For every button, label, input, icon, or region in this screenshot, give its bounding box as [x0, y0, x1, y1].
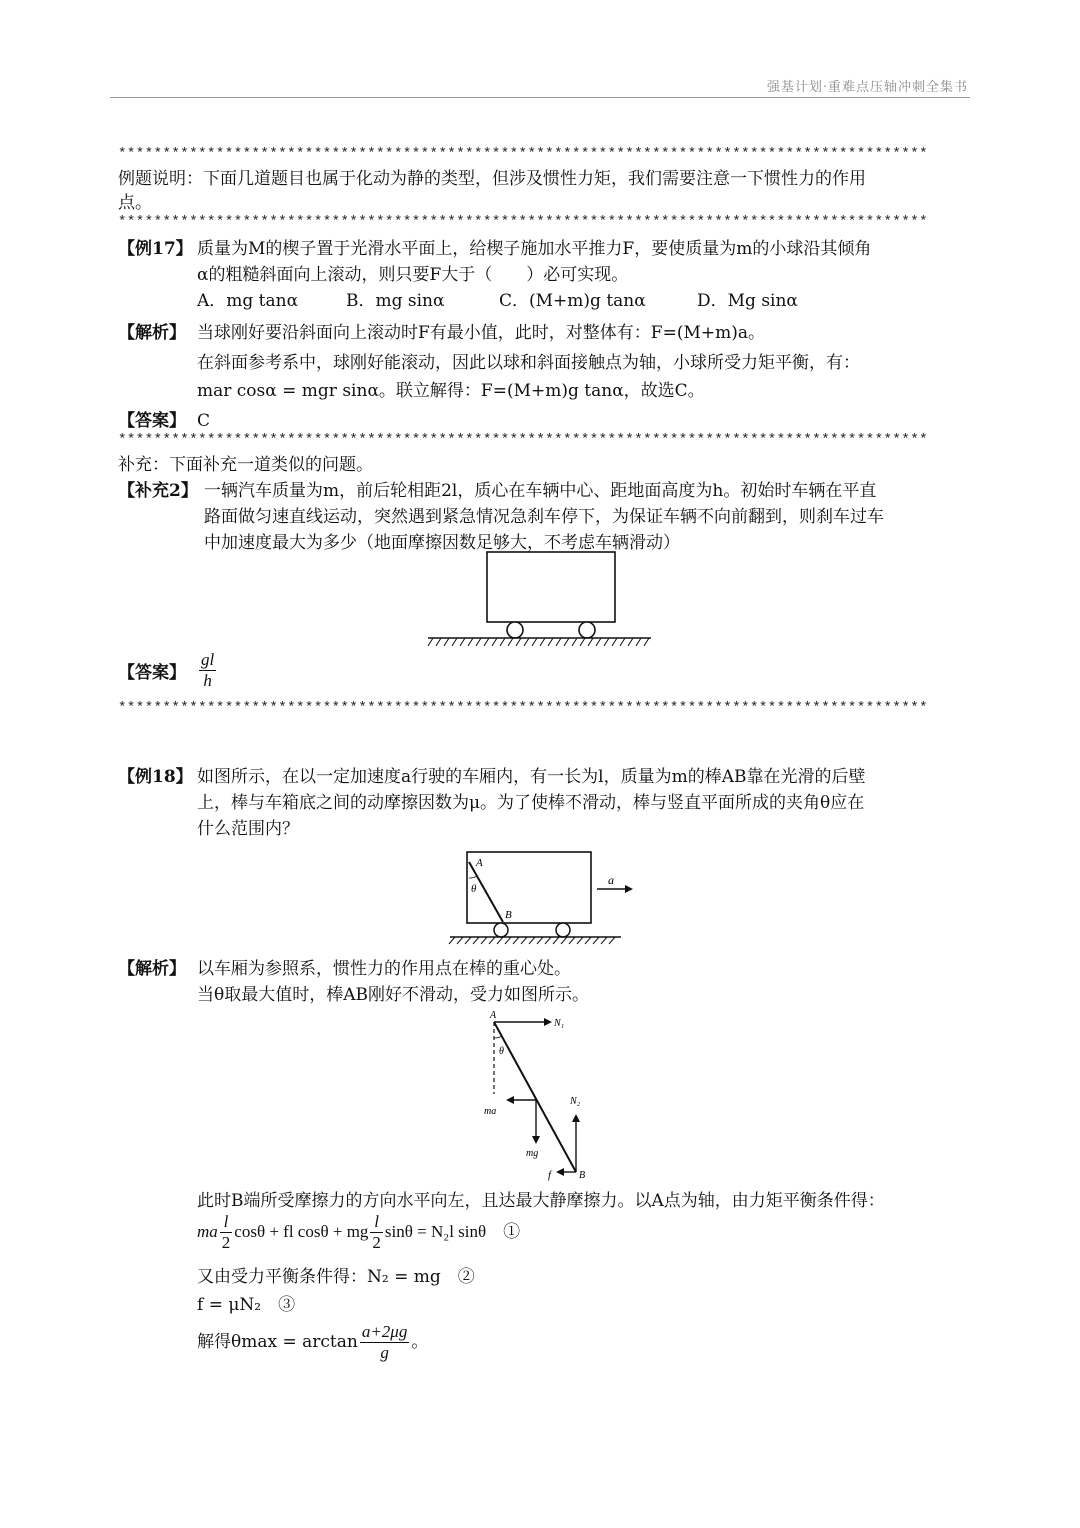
eq1-fraction-num-1: l [220, 1212, 233, 1233]
eq1-fraction-den-2: 2 [372, 1233, 381, 1252]
supplement-label: 【补充2】 [118, 481, 198, 501]
intro-line-2: 点。 [118, 193, 152, 213]
ex17-solution-line-3: mar cosα = mgr sinα。联立解得：F=(M+m)g tanα，故选C。 [197, 381, 705, 401]
ex18-solution-line-1: 以车厢为参照系，惯性力的作用点在棒的重心处。 [197, 959, 571, 979]
point-a-label: A [490, 1010, 497, 1021]
ex18-question-line-3: 什么范围内？ [197, 819, 299, 839]
carriage-rear-wheel [494, 923, 508, 937]
n1-arrowhead [544, 1018, 552, 1026]
fraction-denominator: h [203, 671, 212, 690]
equation-force-balance: 又由受力平衡条件得：N₂ = mg ② [197, 1267, 475, 1287]
ground-hatching [449, 937, 615, 944]
eq4-numerator: a+2μg [361, 1322, 408, 1341]
ex18-question-line-2: 上，棒与车箱底之间的动摩擦因数为μ。为了使棒不滑动，棒与竖直平面所成的夹角θ应在 [197, 793, 865, 813]
eq1-middle: cosθ + fl cosθ + mg [234, 1222, 369, 1241]
force-diagram [470, 1008, 610, 1184]
ex17-option-b: B．mg sinα [346, 291, 445, 311]
theta-arc [469, 876, 477, 878]
eq1-fraction-den-1: 2 [221, 1233, 231, 1252]
friction-label: f [548, 1169, 552, 1181]
ex17-answer: C [197, 411, 211, 431]
inertial-force-arrowhead [506, 1096, 514, 1104]
intro-line-1: 例题说明：下面几道题目也属于化动为静的类型，但涉及惯性力矩，我们需要注意一下惯性力的作用 [118, 169, 866, 189]
ex17-question-line-2: α的粗糙斜面向上滚动，则只要F大于（ ）必可实现。 [197, 265, 629, 285]
n2-label: N₂ [570, 1096, 581, 1107]
point-a-label: A [476, 857, 483, 869]
star-divider: ******************************************************************************************* [118, 214, 929, 230]
friction-arrowhead [556, 1168, 564, 1176]
ex17-solution-label: 【解析】 [118, 323, 186, 343]
acceleration-label: a [608, 873, 614, 887]
ex17-question-line-1: 质量为M的楔子置于光滑水平面上，给楔子施加水平推力F，要使质量为m的小球沿其倾角 [197, 239, 872, 259]
star-divider: ******************************************************************************************* [118, 146, 929, 162]
ex17-option-d: D．Mg sinα [697, 291, 798, 311]
ex18-solution-line-3: 此时B端所受摩擦力的方向水平向左，且达最大静摩擦力。以A点为轴，由力矩平衡条件得： [197, 1191, 885, 1211]
ex17-solution-line-2: 在斜面参考系中，球刚好能滚动，因此以球和斜面接触点为轴，小球所受力矩平衡，有： [197, 353, 860, 373]
supplement-intro: 补充：下面补充一道类似的问题。 [118, 455, 373, 475]
car-on-road-figure [425, 548, 655, 648]
car-rear-wheel [507, 622, 523, 638]
theta-label: θ [499, 1046, 504, 1057]
n1-label: N₁ [554, 1018, 565, 1029]
ex17-label: 【例17】 [118, 239, 193, 259]
ground-hatching [428, 638, 649, 646]
supplement-question-line-1: 一辆汽车质量为m，前后轮相距2l，质心在车辆中心、距地面高度为h。初始时车辆在平直 [204, 481, 877, 501]
ex17-option-c: C．(M+m)g tanα [499, 291, 646, 311]
theta-label: θ [471, 883, 477, 895]
ex17-solution-line-1: 当球刚好要沿斜面向上滚动时F有最小值，此时，对整体有：F=(M+m)a。 [197, 323, 766, 343]
equation-result [197, 1322, 428, 1363]
ex17-answer-label: 【答案】 [118, 411, 186, 431]
ex18-question-line-1: 如图所示，在以一定加速度a行驶的车厢内，有一长为l，质量为m的棒AB靠在光滑的后壁 [197, 767, 866, 787]
gravity-arrowhead [532, 1136, 540, 1144]
carriage-front-wheel [556, 923, 570, 937]
star-divider: ******************************************************************************************* [118, 700, 929, 716]
theta-arc [494, 1036, 502, 1038]
carriage-body [467, 852, 591, 923]
eq1-end: sinθ = N₂l sinθ ① [384, 1222, 521, 1241]
eq4-prefix: 解得θmax = arctan [197, 1332, 358, 1352]
fraction-numerator: gl [201, 650, 215, 669]
supplement-question-line-3: 中加速度最大为多少（地面摩擦因数足够大，不考虑车辆滑动） [204, 533, 680, 553]
supplement-answer-label: 【答案】 [118, 663, 186, 683]
running-header: 强基计划·重难点压轴冲刺全集书 [766, 80, 968, 95]
eq1-fraction-num-2: l [370, 1212, 383, 1233]
ex17-option-a: A．mg tanα [197, 291, 299, 311]
ex18-solution-line-2: 当θ取最大值时，棒AB刚好不滑动，受力如图所示。 [197, 985, 590, 1005]
supplement-answer-fraction [197, 650, 218, 691]
carriage-rod-figure [445, 848, 645, 948]
header-rule [110, 97, 970, 98]
acceleration-arrowhead [625, 885, 633, 893]
ex18-label: 【例18】 [118, 767, 193, 787]
ma-label: ma [484, 1106, 497, 1117]
equation-torque-balance [197, 1212, 520, 1253]
eq4-suffix: 。 [411, 1332, 429, 1352]
car-body [487, 552, 615, 622]
car-front-wheel [579, 622, 595, 638]
eq1-start: ma [197, 1222, 218, 1241]
point-b-label: B [579, 1170, 586, 1181]
eq4-denominator: g [380, 1343, 389, 1362]
ex18-solution-label: 【解析】 [118, 959, 186, 979]
mg-label: mg [526, 1148, 539, 1159]
point-b-label: B [505, 909, 512, 921]
star-divider: ******************************************************************************************* [118, 432, 929, 448]
equation-friction: f = μN₂ ③ [197, 1295, 296, 1315]
supplement-question-line-2: 路面做匀速直线运动，突然遇到紧急情况急刹车停下，为保证车辆不向前翻到，则刹车过车 [204, 507, 884, 527]
n2-arrowhead [572, 1114, 580, 1122]
